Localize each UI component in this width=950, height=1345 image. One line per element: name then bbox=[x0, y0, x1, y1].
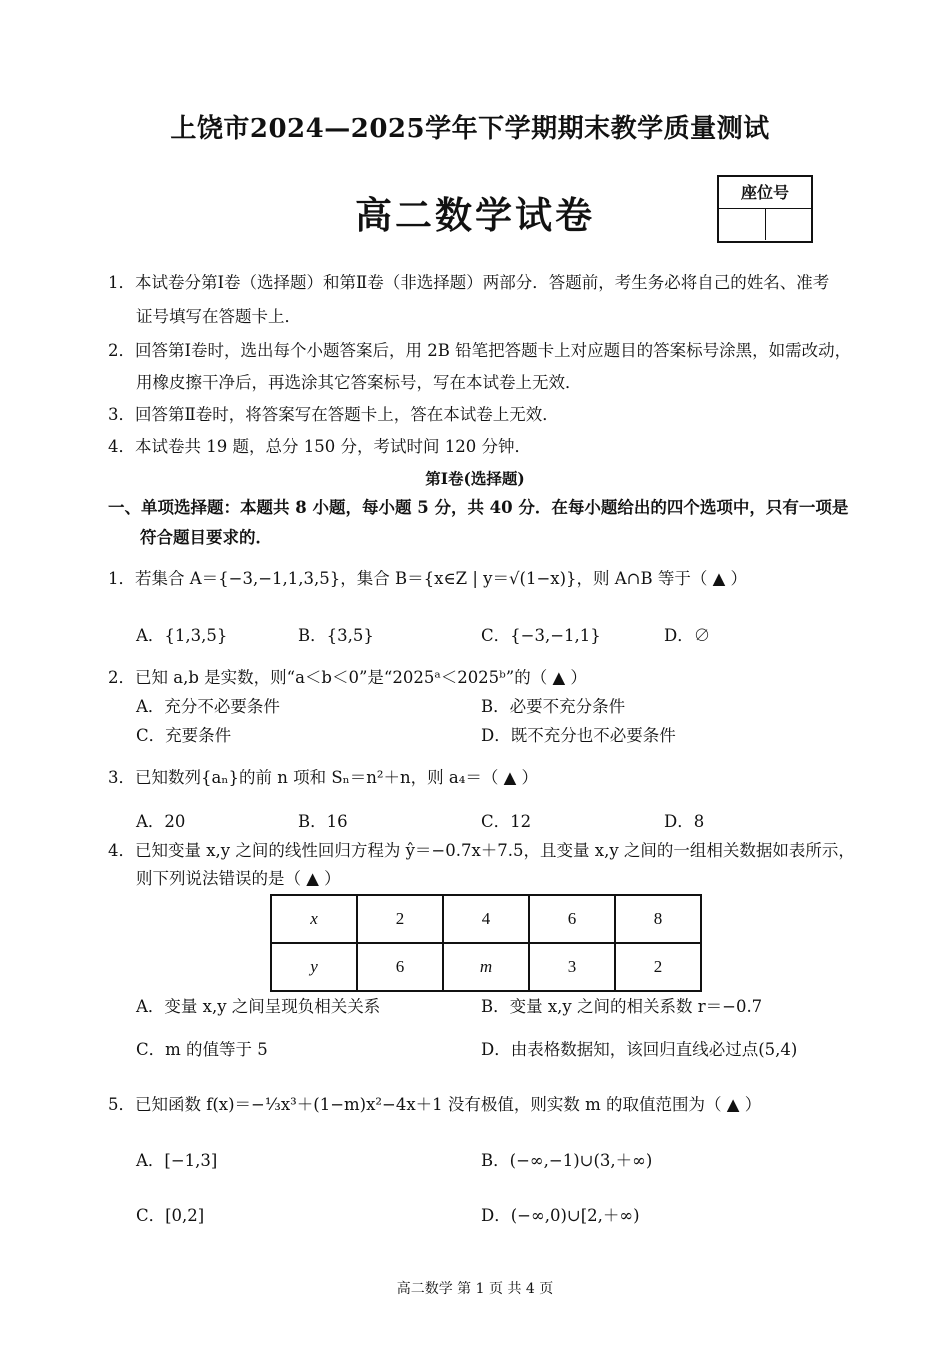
table-cell: 6 bbox=[357, 943, 443, 991]
question-2-option-d: D．既不充分也不必要条件 bbox=[481, 726, 676, 745]
question-3-option-a: A．20 bbox=[136, 812, 186, 831]
question-2-option-b: B．必要不充分条件 bbox=[481, 697, 626, 716]
question-3-stem: 3．已知数列{aₙ}的前 n 项和 Sₙ＝n²＋n，则 a₄＝（ ▲ ） bbox=[108, 768, 539, 787]
regression-data-table bbox=[270, 894, 702, 992]
question-4-option-a: A．变量 x,y 之间呈现负相关关系 bbox=[136, 997, 381, 1016]
question-2-option-c: C．充要条件 bbox=[136, 726, 232, 745]
question-4-stem-line-2: 则下列说法错误的是（ ▲ ） bbox=[136, 869, 341, 888]
question-5-option-a: A．[−1,3] bbox=[136, 1151, 218, 1170]
question-1-option-d: D．∅ bbox=[664, 626, 711, 645]
seat-number-label: 座位号 bbox=[719, 177, 811, 209]
table-cell: x bbox=[271, 895, 357, 943]
question-5-option-b: B．(−∞,−1)∪(3,＋∞) bbox=[481, 1151, 653, 1170]
table-cell: 2 bbox=[615, 943, 701, 991]
instruction-2-line-2: 用橡皮擦干净后，再选涂其它答案标号，写在本试卷上无效． bbox=[136, 373, 582, 392]
section-title: 第Ⅰ卷(选择题) bbox=[425, 469, 525, 488]
question-5-stem: 5．已知函数 f(x)＝−⅓x³＋(1−m)x²−4x＋1 没有极值，则实数 m 的取值范围为（ ▲ ） bbox=[108, 1095, 762, 1114]
instruction-1-line-1: 1．本试卷分第Ⅰ卷（选择题）和第Ⅱ卷（非选择题）两部分．答题前，考生务必将自己的姓名、准考 bbox=[108, 273, 830, 292]
question-1-stem: 1．若集合 A＝{−3,−1,1,3,5}，集合 B＝{x∈Z | y＝√(1−x)}，则 A∩B 等于（ ▲ ） bbox=[108, 569, 748, 588]
table-cell: 3 bbox=[529, 943, 615, 991]
part-one-heading-line-2: 符合题目要求的． bbox=[140, 528, 272, 547]
seat-number-cell bbox=[719, 209, 766, 240]
question-1-option-a: A．{1,3,5} bbox=[136, 626, 228, 645]
question-5-option-c: C．[0,2] bbox=[136, 1206, 205, 1225]
table-cell: 4 bbox=[443, 895, 529, 943]
exam-header-title: 上饶市2024—2025学年下学期期末教学质量测试 bbox=[170, 114, 770, 144]
table-row bbox=[271, 895, 701, 943]
seat-number-box bbox=[717, 175, 813, 243]
question-1-option-c: C．{−3,−1,1} bbox=[481, 626, 601, 645]
page-footer: 高二数学 第 1 页 共 4 页 bbox=[396, 1281, 554, 1297]
question-4-option-b: B．变量 x,y 之间的相关系数 r＝−0.7 bbox=[481, 997, 763, 1016]
question-2-option-a: A．充分不必要条件 bbox=[136, 697, 280, 716]
table-cell: 8 bbox=[615, 895, 701, 943]
table-cell: m bbox=[443, 943, 529, 991]
question-4-option-d: D．由表格数据知，该回归直线必过点(5,4) bbox=[481, 1040, 798, 1059]
instruction-1-line-2: 证号填写在答题卡上． bbox=[136, 307, 301, 326]
question-3-option-b: B．16 bbox=[298, 812, 348, 831]
question-4-stem-line-1: 4．已知变量 x,y 之间的线性回归方程为 ŷ＝−0.7x＋7.5，且变量 x,y 之间的一组相关数据如表所示， bbox=[108, 841, 855, 860]
instruction-2-line-1: 2．回答第Ⅰ卷时，选出每个小题答案后，用 2B 铅笔把答题卡上对应题目的答案标号涂黑，如需改动， bbox=[108, 341, 852, 360]
instruction-3: 3．回答第Ⅱ卷时，将答案写在答题卡上，答在本试卷上无效． bbox=[108, 405, 559, 424]
question-3-option-c: C．12 bbox=[481, 812, 532, 831]
exam-subject-title: 高二数学试卷 bbox=[355, 193, 595, 237]
instruction-4: 4．本试卷共 19 题，总分 150 分，考试时间 120 分钟． bbox=[108, 437, 531, 456]
question-1-option-b: B．{3,5} bbox=[298, 626, 374, 645]
question-3-option-d: D．8 bbox=[664, 812, 705, 831]
part-one-heading-line-1: 一、单项选择题：本题共 8 小题，每小题 5 分，共 40 分．在每小题给出的四个选项中，只有一项是 bbox=[108, 498, 849, 517]
question-4-option-c: C．m 的值等于 5 bbox=[136, 1040, 268, 1059]
table-cell: 6 bbox=[529, 895, 615, 943]
seat-number-cell bbox=[766, 209, 812, 240]
question-5-option-d: D．(−∞,0)∪[2,＋∞) bbox=[481, 1206, 640, 1225]
table-cell: y bbox=[271, 943, 357, 991]
question-2-stem: 2．已知 a,b 是实数，则“a＜b＜0”是“2025ᵃ＜2025ᵇ”的（ ▲ ） bbox=[108, 668, 587, 687]
table-cell: 2 bbox=[357, 895, 443, 943]
table-row bbox=[271, 943, 701, 991]
